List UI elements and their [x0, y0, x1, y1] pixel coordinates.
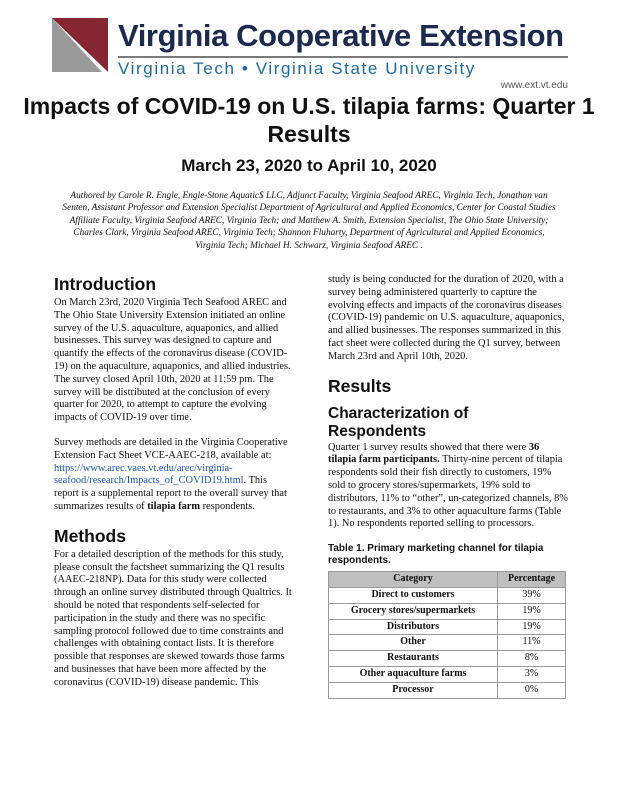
intro-p2-bold: tilapia farm: [147, 500, 201, 512]
row-percentage: 8%: [498, 651, 566, 667]
results-heading: Results: [328, 375, 392, 396]
row-category: Direct to customers: [329, 587, 498, 603]
table-row: [329, 666, 566, 682]
authors: Authored by Carole R. Engle, Engle-Stone Aquatic$ LLC, Adjunct Faculty, Virginia Seafood AREC, Virginia Tech, Jonathan van Senten, Assistant Professor and Extension Specialist Department of Agricultural and Applied Economics, Center for Coastal Studies Affiliate Faculty, Virginia Seafood AREC, Virginia Tech; and Matthew A. Smith, Extension Specialist, The Ohio State University; Charles Clark, Virginia Seafood AREC, Virginia Tech; Shannon Fluharty, Department of Agricultural and Applied Economics, Virginia Tech; Michael H. Schwarz, Virginia Seafood AREC .: [62, 191, 556, 251]
row-category: Grocery stores/supermarkets: [329, 603, 498, 619]
table-caption-text: . Primary marketing channel for tilapia respondents.: [328, 543, 544, 567]
row-percentage: 11%: [498, 635, 566, 651]
row-category: Other: [329, 635, 498, 651]
table-row: [329, 635, 566, 651]
left-column: [54, 274, 292, 702]
table-header-row: [329, 572, 566, 588]
header-percentage: Percentage: [498, 572, 566, 588]
char-text-b: Thirty-nine percent of tilapia respondents sold their fish directly to customers, 19% sold to grocery stores/supermarkets, 19% sold to distributors, 11% to “other”, un-categorized channels, 8% to restaurants, and 3% to other aquaculture farms (Table 1). No respondents reported selling to processors.: [328, 454, 568, 530]
methods-paragraph: For a detailed description of the methods for this study, please consult the factsheet summarizing the Q1 results (AAEC-218NP). Data for this study were collected through an online survey distributed through Qualtrics. It should be noted that respondents self-selected for participation in the study and there was no specific sampling protocol followed due to time constraints and challenges with obtaining contact lists. It is therefore possible that responses are skewed towards those farms and businesses that have been more affected by the coronavirus (COVID-19) disease pandemic. This: [54, 548, 292, 688]
table-row: [329, 651, 566, 667]
logo-url[interactable]: www.ext.vt.edu: [500, 80, 568, 91]
intro-p2-text-b: . This report is a supplemental report to the overall survey that summarizes results of: [54, 475, 287, 512]
row-percentage: 3%: [498, 666, 566, 682]
row-category: Other aquaculture farms: [329, 666, 498, 682]
logo-divider: [118, 56, 568, 58]
methods-continuation: study is being conducted for the duration of 2020, with a survey being administered quarterly to capture the evolving effects and impacts of the coronavirus diseases (COVID-19) pandemic on U.S. aquaculture, aquaponics, and allied businesses. The responses summarized in this fact sheet were collected during the Q1 survey, between March 23rd and April 10th, 2020.: [328, 274, 565, 362]
char-text-a: Quarter 1 survey results showed that there were: [328, 441, 529, 453]
vce-logo: [52, 18, 568, 91]
table-row: [329, 619, 566, 635]
intro-p2-text-c: respondents.: [200, 500, 255, 512]
row-percentage: 19%: [498, 603, 566, 619]
intro-paragraph-2: [54, 437, 292, 514]
introduction-heading: Introduction: [54, 274, 157, 294]
characterization-heading: Characterization of Respondents: [328, 404, 469, 440]
row-percentage: 0%: [498, 682, 566, 698]
methods-heading: Methods: [54, 525, 126, 546]
header-category: Category: [329, 572, 498, 588]
table-caption-label: Table 1: [328, 543, 362, 555]
marketing-channel-table: [328, 571, 566, 698]
vce-logo-mark-icon: [52, 18, 108, 72]
logo-title: Virginia Cooperative Extension: [118, 18, 564, 53]
table-caption: [328, 543, 568, 567]
table-row: [329, 603, 566, 619]
date-range: March 23, 2020 to April 10, 2020: [181, 156, 437, 175]
row-category: Distributors: [329, 619, 498, 635]
survey-link[interactable]: https://www.arec.vaes.vt.edu/arec/virginia-seafood/research/Impacts_of_COVID19.html: [54, 462, 244, 487]
document-title: Impacts of COVID-19 on U.S. tilapia farms: Quarter 1 Results: [23, 93, 595, 147]
char-bold: 36 tilapia farm participants.: [328, 441, 540, 466]
logo-subtitle: Virginia Tech • Virginia State University: [118, 59, 476, 78]
row-category: Processor: [329, 682, 498, 698]
row-percentage: 39%: [498, 587, 566, 603]
intro-paragraph-1: On March 23rd, 2020 Virginia Tech Seafood AREC and The Ohio State University Extension initiated an online survey of the U.S. aquaculture, aquaponics, and allied businesses. This survey was designed to capture and quantify the effects of the coronavirus disease (COVID-19) on the aquaculture, aquaponics, and allied industries. The survey closed April 10th, 2020 at 11:59 pm. The survey will be distributed at the conclusion of every quarter for 2020, to attempt to capture the evolving impacts of COVID-19 over time.: [54, 297, 291, 424]
intro-p2-text-a: Survey methods are detailed in the Virginia Cooperative Extension Fact Sheet VCE-AAEC-218, available at:: [54, 436, 288, 461]
row-category: Restaurants: [329, 651, 498, 667]
right-column: [328, 274, 568, 699]
table-row: [329, 587, 566, 603]
table-row: [329, 682, 566, 698]
characterization-paragraph: [328, 442, 568, 532]
row-percentage: 19%: [498, 619, 566, 635]
